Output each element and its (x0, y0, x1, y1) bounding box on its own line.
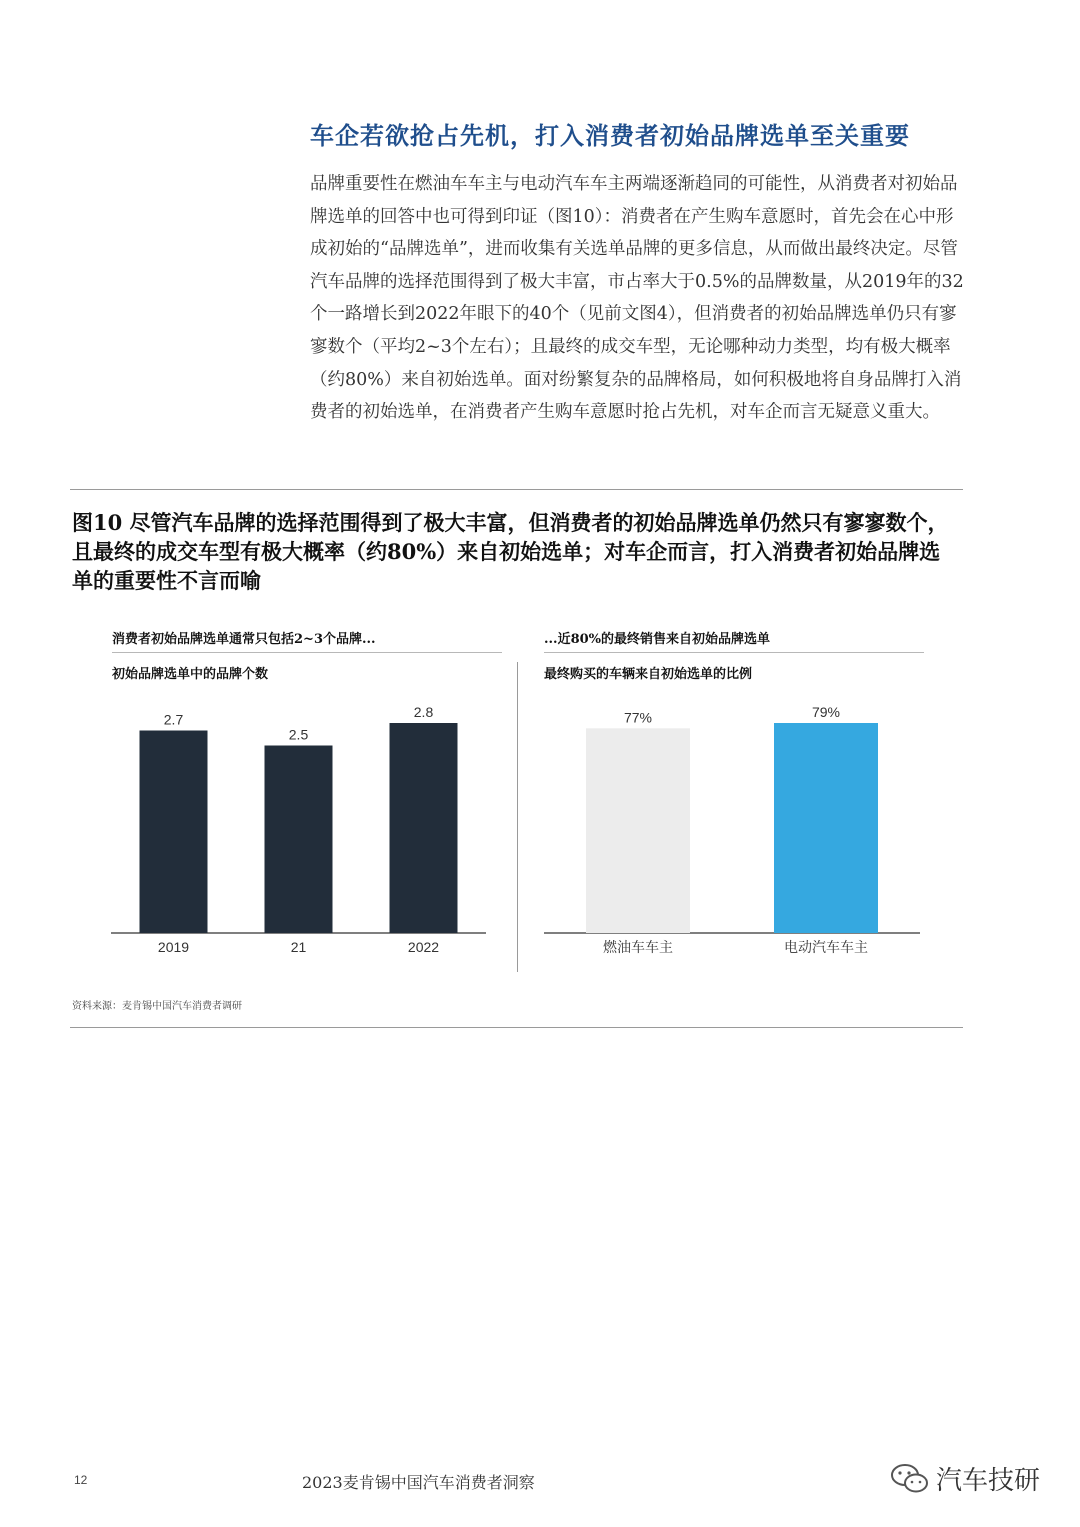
page-number: 12 (74, 1473, 88, 1487)
left-value-label: 2.5 (288, 726, 309, 743)
left-value-label: 2.8 (413, 704, 434, 720)
right-bar-chart (544, 704, 920, 955)
left-category-label: 2022 (407, 939, 440, 955)
right-panel-subtitle: 最终购买的车辆来自初始选单的比例 (544, 667, 753, 682)
left-bar (390, 723, 458, 933)
left-bar (140, 731, 208, 934)
wechat-icon (890, 1462, 930, 1496)
left-category-label: 21 (290, 939, 307, 955)
left-bar (265, 746, 333, 934)
source-note: 资料来源：麦肯锡中国汽车消费者调研 (72, 1001, 242, 1012)
left-panel-subtitle: 初始品牌选单中的品牌个数 (112, 667, 269, 682)
bottom-rule (70, 1027, 963, 1028)
left-panel-heading: 消费者初始品牌选单通常只包括2~3个品牌... (112, 632, 376, 647)
left-bar-chart (111, 704, 486, 955)
right-panel-heading: ...近80%的最终销售来自初始品牌选单 (544, 632, 771, 647)
footer-title: 2023麦肯锡中国汽车消费者洞察 (302, 1473, 535, 1492)
brand-label: 汽车技研 (936, 1465, 1041, 1495)
footer-brand (890, 1460, 1040, 1497)
body-paragraph: 品牌重要性在燃油车车主与电动汽车车主两端逐渐趋同的可能性，从消费者对初始品牌选单的回答中也可得到印证（图10）：消费者在产生购车意愿时，首先会在心中形成初始的“品牌选单”，进而收集有关选单品牌的更多信息，从而做出最终决定。尽管汽车品牌的选择范围得到了极大丰富，市占率大于0.5%的品牌数量，从2019年的32个一路增长到2022年眼下的40个（见前文图4），但消费者的初始品牌选单仍只有寥寥数个（平均2~3个左右）；且最终的成交车型，无论哪种动力类型，均有极大概率（约80%）来自初始选单。面对纷繁复杂的品牌格局，如何积极地将自身品牌打入消费者的初始选单，在消费者产生购车意愿时抢占先机，对车企而言无疑意义重大。 (310, 174, 964, 423)
figure-title: 图10 尽管汽车品牌的选择范围得到了极大丰富，但消费者的初始品牌选单仍然只有寥寥数个，且最终的成交车型有极大概率（约80%）来自初始选单；对车企而言，打入消费者初始品牌选单的重要性不言而喻 (72, 510, 949, 593)
right-category-label: 燃油车车主 (603, 939, 673, 955)
section-title: 车企若欲抢占先机，打入消费者初始品牌选单至关重要 (310, 121, 910, 150)
left-value-label: 2.7 (163, 711, 184, 728)
left-category-label: 2019 (157, 939, 190, 955)
right-value-label: 79% (811, 704, 841, 720)
right-value-label: 77% (623, 709, 653, 726)
right-bar (586, 728, 690, 933)
right-bar (774, 723, 878, 933)
right-category-label: 电动汽车车主 (784, 939, 868, 955)
